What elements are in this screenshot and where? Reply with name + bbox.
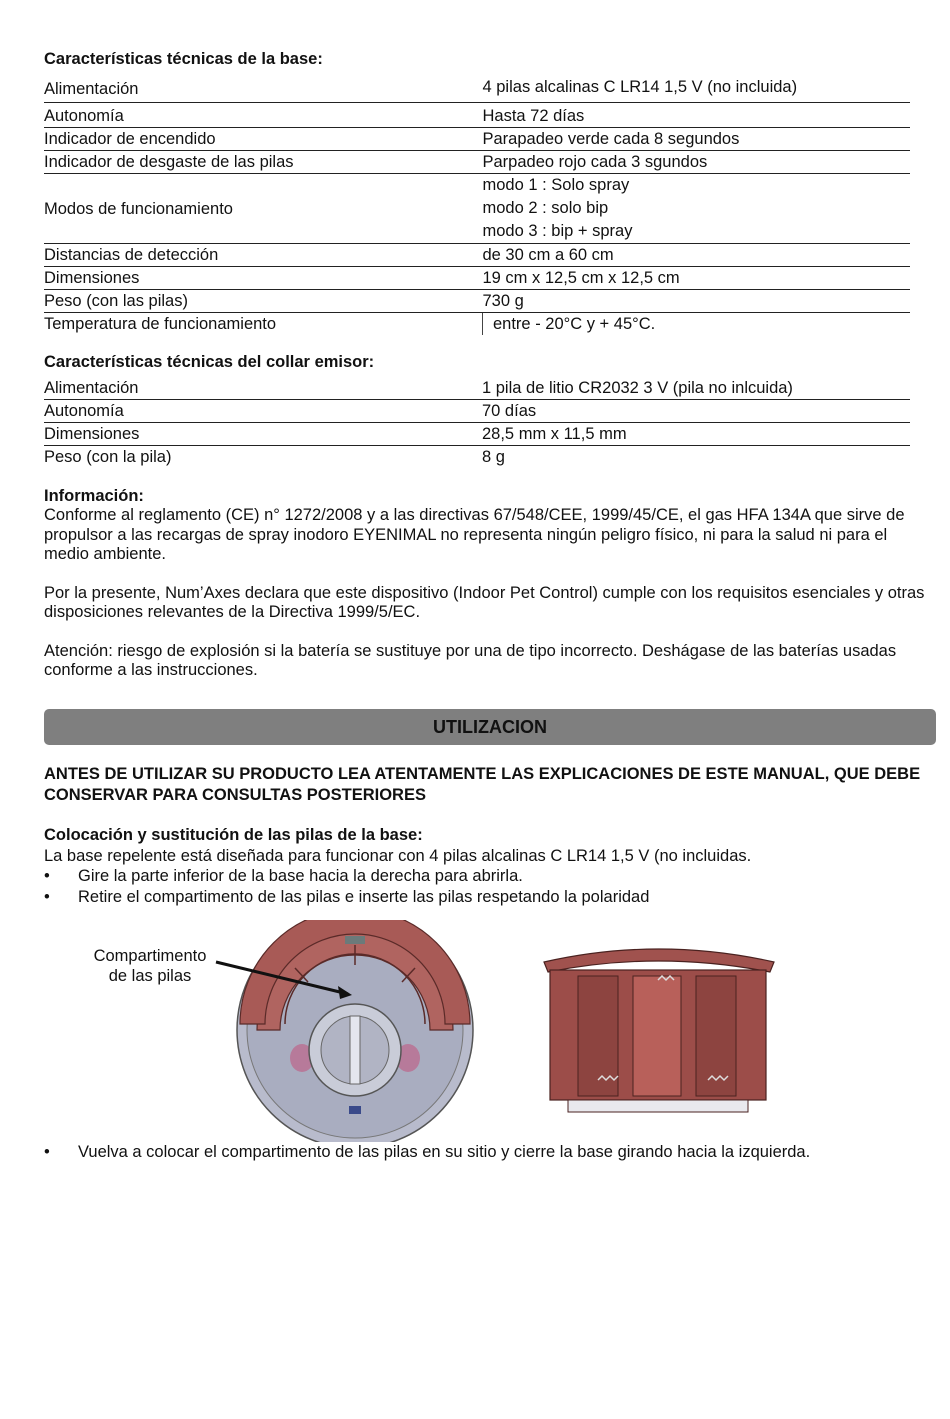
- spec-key: Peso (con la pila): [44, 448, 172, 466]
- battery-compartment-illustration: [538, 940, 778, 1118]
- spec-value: 4 pilas alcalinas C LR14 1,5 V (no incluida): [483, 76, 911, 103]
- table-row: [44, 423, 910, 446]
- mode-line: modo 1 : Solo spray: [482, 176, 630, 194]
- table-row: [44, 151, 910, 174]
- compartment-base: [568, 1100, 748, 1112]
- section-banner: UTILIZACION: [44, 709, 936, 745]
- latch: [345, 936, 365, 944]
- battery-slot: [633, 976, 681, 1096]
- spec-value: 28,5 mm x 11,5 mm: [482, 423, 910, 446]
- base-specs-title: Características técnicas de la base:: [44, 50, 323, 68]
- spec-key: Distancias de detección: [44, 244, 483, 267]
- spec-key: Indicador de encendido: [44, 128, 483, 151]
- compartment-top-rim: [544, 949, 774, 972]
- info-paragraph-3: Atención: riesgo de explosión si la batería se sustituye por una de tipo incorrecto. Deshágase de las baterías usadas conforme a las instrucciones.: [44, 641, 897, 679]
- spec-key: Dimensiones: [44, 423, 482, 446]
- spec-key: Temperatura de funcionamiento: [44, 315, 277, 333]
- table-row: [44, 244, 910, 267]
- table-row: [44, 313, 910, 336]
- info-title: Información:: [44, 487, 144, 505]
- callout-line: Compartimento: [93, 947, 207, 965]
- spec-value: 8 g: [482, 448, 505, 466]
- spec-key: Peso (con las pilas): [44, 290, 483, 313]
- table-row: [44, 174, 910, 244]
- spec-value: de 30 cm a 60 cm: [483, 244, 911, 267]
- batteries-title: Colocación y sustitución de las pilas de la base:: [44, 826, 423, 844]
- spec-value: Parapadeo verde cada 8 segundos: [483, 128, 911, 151]
- led-indicator: [349, 1106, 361, 1114]
- table-row: [44, 103, 910, 128]
- info-paragraph-1: Conforme al reglamento (CE) n° 1272/2008 y a las directivas 67/548/CEE, 1999/45/CE, el gas HFA 134A que sirve de propulsor a las recargas de spray inodoro EYENIMAL no representa ningún peligro físico, ni para la salud ni para el medio ambiente.: [44, 506, 905, 563]
- usage-content: [44, 764, 924, 908]
- spec-value: 19 cm x 12,5 cm x 12,5 cm: [483, 267, 911, 290]
- spec-key: Alimentación: [44, 377, 482, 400]
- spec-key: Indicador de desgaste de las pilas: [44, 151, 483, 174]
- spec-key: Dimensiones: [44, 267, 483, 290]
- battery-slot: [696, 976, 736, 1096]
- spec-value: entre - 20°C y + 45°C.: [483, 313, 911, 336]
- collar-specs-title: Características técnicas del collar emisor:: [44, 353, 375, 371]
- spec-value: 70 días: [482, 400, 910, 423]
- table-row: [44, 128, 910, 151]
- spec-key: Autonomía: [44, 400, 482, 423]
- base-bottom-drawing: [90, 920, 490, 1142]
- spec-value: Parpadeo rojo cada 3 sgundos: [483, 151, 911, 174]
- page-content: [44, 48, 925, 681]
- spec-value: Hasta 72 días: [483, 103, 911, 128]
- base-specs-table: [44, 76, 910, 335]
- spec-key: Alimentación: [44, 76, 483, 103]
- base-bottom-illustration: [90, 920, 490, 1142]
- collar-specs-table: [44, 377, 910, 468]
- compartment-drawing: [538, 940, 778, 1118]
- spec-value: 1 pila de litio CR2032 3 V (pila no inlcuida): [482, 377, 910, 400]
- mode-line: modo 3 : bip + spray: [482, 222, 633, 240]
- spec-key: Autonomía: [44, 103, 483, 128]
- table-row: [44, 267, 910, 290]
- batteries-intro: La base repelente está diseñada para funcionar con 4 pilas alcalinas C LR14 1,5 V (no incluidas.: [44, 847, 752, 865]
- mode-line: modo 2 : solo bip: [482, 199, 609, 217]
- table-row: [44, 446, 910, 469]
- callout-line: de las pilas: [108, 967, 192, 985]
- spec-value: [483, 174, 911, 244]
- table-row: [44, 377, 910, 400]
- spec-value: 730 g: [483, 290, 911, 313]
- list-item: • Retire el compartimento de las pilas e inserte las pilas respetando la polaridad: [44, 887, 924, 908]
- spec-key: Modos de funcionamiento: [44, 174, 483, 244]
- table-row: [44, 290, 910, 313]
- table-row: [44, 400, 910, 423]
- list-item: • Vuelva a colocar el compartimento de las pilas en su sitio y cierre la base girando hacia la izquierda.: [44, 1142, 950, 1163]
- table-row: [44, 76, 910, 103]
- info-paragraph-2: Por la presente, Num’Axes declara que este dispositivo (Indoor Pet Control) cumple con los requisitos esenciales y otras disposiciones relevantes de la Directiva 1999/5/EC.: [44, 583, 925, 621]
- knob-grip: [350, 1016, 360, 1084]
- list-item: • Gire la parte inferior de la base hacia la derecha para abrirla.: [44, 866, 924, 887]
- warning-text: ANTES DE UTILIZAR SU PRODUCTO LEA ATENTAMENTE LAS EXPLICACIONES DE ESTE MANUAL, QUE DEBE CONSERVAR PARA CONSULTAS POSTERIORES: [44, 765, 921, 804]
